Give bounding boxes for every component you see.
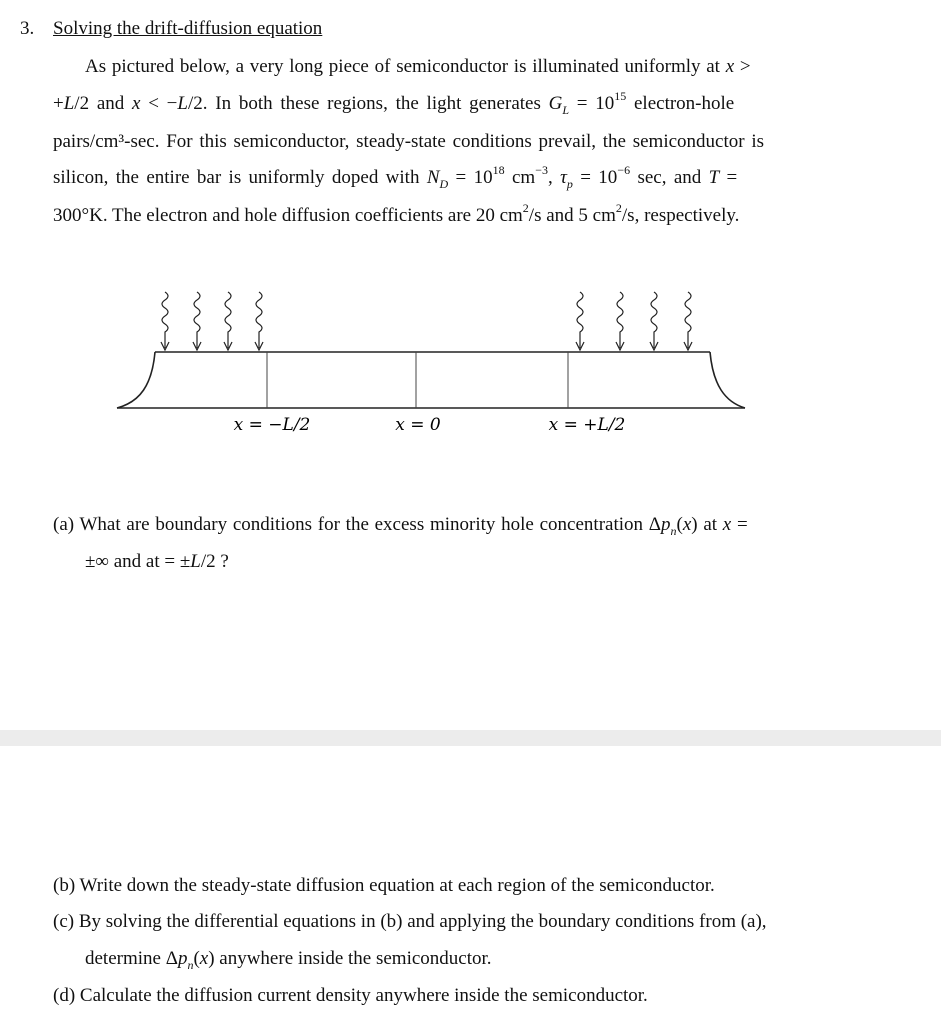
- part-a-line-2: ±∞ and at = ±L/2 ?: [85, 551, 229, 572]
- problem-line-3: pairs/cm³-sec. For this semiconductor, steady-state conditions prevail, the semiconductor is: [53, 131, 764, 152]
- light-arrows-left: [161, 292, 263, 350]
- part-c-line-1: (c) By solving the differential equations in (b) and applying the boundary conditions from (a),: [53, 911, 767, 932]
- section-divider: [0, 730, 941, 746]
- problem-line-2: +L/2 and x < −L/2. In both these regions, the light generates $G_L = 10^{15}$ electron-hole: [53, 88, 735, 117]
- question-title: Solving the drift-diffusion equation: [53, 18, 323, 39]
- line-text: In both these regions, the light generates: [215, 93, 541, 114]
- bar-left-flare: [117, 352, 155, 408]
- part-c-line-2: determine $\Delta p_n(x)$ anywhere inside the semiconductor.: [85, 948, 492, 972]
- line-text: anywhere inside the semiconductor.: [219, 948, 492, 969]
- part-d: (d) Calculate the diffusion current density anywhere inside the semiconductor.: [53, 985, 648, 1006]
- line-text: As pictured below, a very long piece of semiconductor is illuminated uniformly at: [85, 56, 720, 77]
- line-text: and: [96, 93, 125, 114]
- light-arrow: [616, 292, 624, 350]
- semiconductor-bar-diagram: [0, 280, 941, 445]
- line-text: , respectively.: [634, 205, 740, 226]
- light-arrows-right: [576, 292, 692, 350]
- light-arrow: [193, 292, 201, 350]
- problem-line-5: 300°K. The electron and hole diffusion coefficients are 20 $cm^2/s$ and 5 $cm^2/s$, respectively.: [53, 200, 740, 226]
- line-text: electron-hole: [634, 93, 735, 114]
- line-text: and: [546, 205, 574, 226]
- label-minus-half-L: x = −L/2: [233, 415, 311, 435]
- line-text: and at: [113, 551, 160, 572]
- line-text: determine: [85, 948, 161, 969]
- line-text: sec, and: [637, 167, 702, 188]
- part-a-line-1: (a) What are boundary conditions for the excess minority hole concentration $\Delta p_n(x)$ at x =: [53, 514, 748, 538]
- problem-line-1: As pictured below, a very long piece of semiconductor is illuminated uniformly at x >: [85, 56, 751, 77]
- light-arrow: [161, 292, 169, 350]
- label-plus-half-L: x = +L/2: [548, 415, 626, 435]
- line-text: silicon, the entire bar is uniformly doped with: [53, 167, 420, 188]
- problem-line-4: silicon, the entire bar is uniformly doped with $N_D = 10^{18}$ $cm^{-3}$, $\tau_p = 10^{-6}$ sec, and T =: [53, 162, 738, 191]
- line-text: at: [703, 514, 718, 535]
- bar-right-flare: [710, 352, 745, 408]
- light-arrow: [684, 292, 692, 350]
- line-text: cm: [511, 167, 536, 188]
- light-arrow: [576, 292, 584, 350]
- light-arrow: [650, 292, 658, 350]
- line-text: 300°K. The electron and hole diffusion coefficients are: [53, 205, 472, 226]
- part-b: (b) Write down the steady-state diffusion equation at each region of the semiconductor.: [53, 875, 715, 896]
- light-arrow: [224, 292, 232, 350]
- label-zero: x = 0: [395, 415, 441, 435]
- line-text: (a) What are boundary conditions for the excess minority hole concentration: [53, 514, 644, 535]
- light-arrow: [255, 292, 263, 350]
- question-number: 3.: [20, 18, 35, 39]
